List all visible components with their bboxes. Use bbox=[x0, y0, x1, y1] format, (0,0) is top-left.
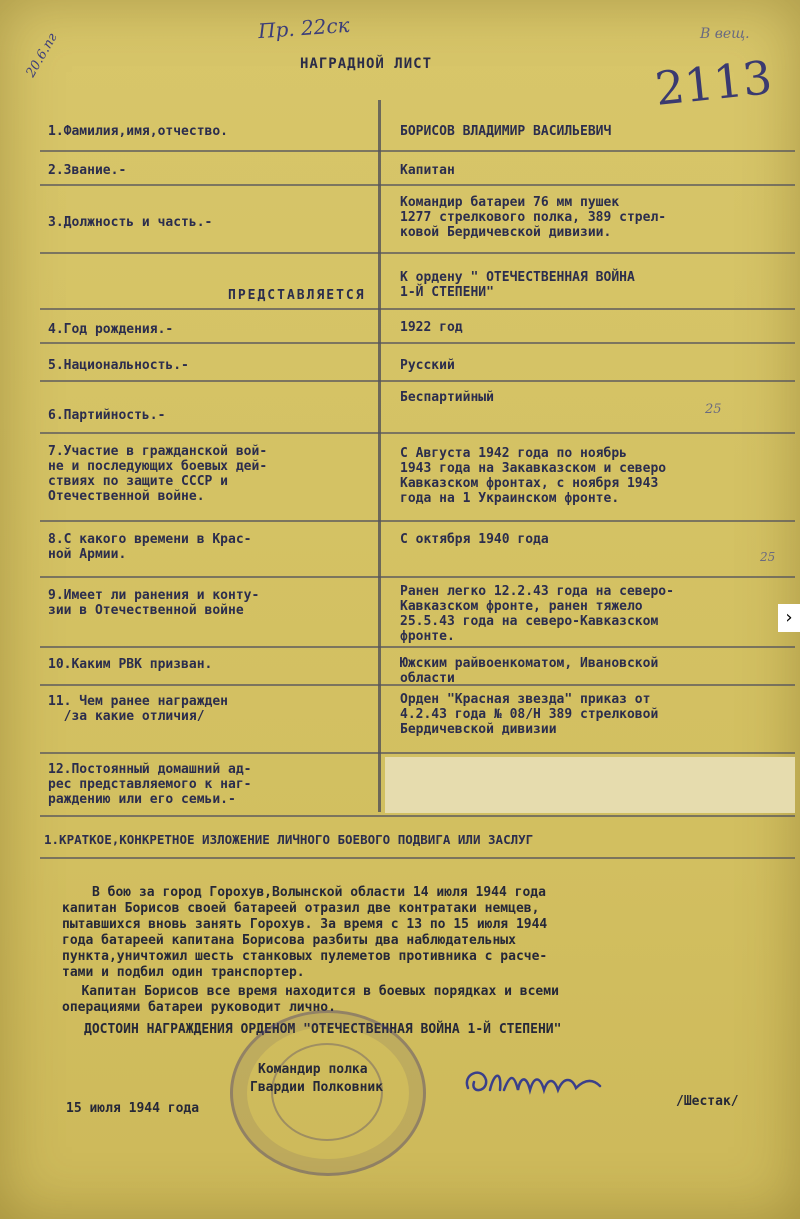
value-draft-office: Южским райвоенкоматом, Ивановской области bbox=[400, 656, 659, 686]
side-note: 25 bbox=[760, 550, 776, 564]
value-party: Беспартийный bbox=[400, 390, 494, 405]
handwritten-signature bbox=[460, 1060, 640, 1110]
label-nationality: 5.Национальность.- bbox=[48, 358, 189, 373]
signature-date: 15 июля 1944 года bbox=[66, 1101, 200, 1116]
value-service-since: С октября 1940 года bbox=[400, 532, 549, 547]
reference-number: Пр. 22ск bbox=[257, 12, 351, 44]
label-party: 6.Партийность.- bbox=[48, 408, 166, 423]
page-title: НАГРАДНОЙ ЛИСТ bbox=[300, 56, 433, 72]
label-full-name: 1.Фамилия,имя,отчество. bbox=[48, 124, 229, 139]
value-wounds: Ранен легко 12.2.43 года на северо- Кавказском фронте, ранен тяжело 25.5.43 года на северо-Кавказском фронте. bbox=[400, 584, 674, 644]
narrative-line: тами и подбил один транспортер. bbox=[62, 965, 305, 980]
label-service-since: 8.С какого времени в Крас- ной Армии. bbox=[48, 532, 252, 562]
row-divider bbox=[40, 815, 795, 817]
award-conclusion: ДОСТОИН НАГРАЖДЕНИЯ ОРДЕНОМ "ОТЕЧЕСТВЕННАЯ ВОЙНА 1-Й СТЕПЕНИ" bbox=[84, 1022, 562, 1037]
row-divider bbox=[40, 432, 795, 434]
signer-name: /Шестак/ bbox=[676, 1094, 739, 1109]
row-divider bbox=[40, 520, 795, 522]
label-prior-awards: 11. Чем ранее награжден /за какие отличия/ bbox=[48, 694, 229, 724]
label-wounds: 9.Имеет ли ранения и конту- зии в Отечественной войне bbox=[48, 588, 260, 618]
signer-role-rank: Гвардии Полковник bbox=[250, 1080, 384, 1095]
row-divider bbox=[40, 857, 795, 859]
row-divider bbox=[40, 576, 795, 578]
table-divider bbox=[378, 100, 381, 812]
row-divider bbox=[40, 752, 795, 754]
label-draft-office: 10.Каким РВК призван. bbox=[48, 657, 213, 672]
row-divider bbox=[40, 150, 795, 152]
value-rank: Капитан bbox=[400, 163, 455, 178]
next-page-arrow[interactable]: › bbox=[778, 604, 800, 632]
value-birth-year: 1922 год bbox=[400, 320, 463, 335]
feat-section-heading: 1.КРАТКОЕ,КОНКРЕТНОЕ ИЗЛОЖЕНИЕ ЛИЧНОГО БОЕВОГО ПОДВИГА ИЛИ ЗАСЛУГ bbox=[44, 832, 534, 847]
row-divider bbox=[40, 184, 795, 186]
row-divider bbox=[40, 380, 795, 382]
narrative-line: года батареей капитана Борисова разбиты два наблюдательных bbox=[62, 933, 516, 948]
narrative-line: В бою за город Горохув,Волынской области 14 июля 1944 года bbox=[92, 885, 546, 900]
corner-note: 20.6.пг bbox=[23, 30, 61, 81]
handwritten-number: 2113 bbox=[652, 50, 775, 116]
value-prior-awards: Орден "Красная звезда" приказ от 4.2.43 года № 08/Н 389 стрелковой Бердичевской дивизии bbox=[400, 692, 659, 737]
narrative-line: пытавшихся вновь занять Горохув. За время с 13 по 15 июля 1944 bbox=[62, 917, 548, 932]
side-note: 25 bbox=[705, 402, 722, 417]
label-birth-year: 4.Год рождения.- bbox=[48, 322, 174, 337]
row-divider bbox=[40, 342, 795, 344]
row-divider bbox=[40, 252, 795, 254]
narrative-line: операциями батареи руководит лично. bbox=[62, 1000, 336, 1015]
value-nationality: Русский bbox=[400, 358, 455, 373]
archive-note: В вещ. bbox=[700, 26, 750, 42]
narrative-line: капитан Борисов своей батареей отразил две контратаки немцев, bbox=[62, 901, 540, 916]
value-nominated-order: К ордену " ОТЕЧЕСТВЕННАЯ ВОЙНА 1-Й СТЕПЕНИ" bbox=[400, 270, 635, 300]
label-home-address: 12.Постоянный домашний ад- рес представляемого к наг- раждению или его семьи.- bbox=[48, 762, 252, 807]
label-position: 3.Должность и часть.- bbox=[48, 215, 213, 230]
value-war-participation: С Августа 1942 года по ноябрь 1943 года на Закавказском и северо Кавказском фронтах, с ноября 1943 года на 1 Украинском фронте. bbox=[400, 446, 667, 506]
label-war-participation: 7.Участие в гражданской вой- не и последующих боевых дей- ствиях по защите СССР и Отечественной войне. bbox=[48, 444, 268, 504]
row-divider bbox=[40, 646, 795, 648]
label-nominated: ПРЕДСТАВЛЯЕТСЯ bbox=[228, 288, 366, 303]
signer-role-commander: Командир полка bbox=[258, 1062, 368, 1077]
redacted-address-field bbox=[385, 757, 795, 813]
row-divider bbox=[40, 308, 795, 310]
label-rank: 2.Звание.- bbox=[48, 163, 127, 178]
narrative-line: пункта,уничтожил шесть станковых пулеметов противника с расче- bbox=[62, 949, 548, 964]
value-position: Командир батареи 76 мм пушек 1277 стрелкового полка, 389 стрел- ковой Бердичевской дивизии. bbox=[400, 195, 667, 240]
value-full-name: БОРИСОВ ВЛАДИМИР ВАСИЛЬЕВИЧ bbox=[400, 124, 612, 139]
narrative-line: Капитан Борисов все время находится в боевых порядках и всеми bbox=[58, 984, 559, 999]
